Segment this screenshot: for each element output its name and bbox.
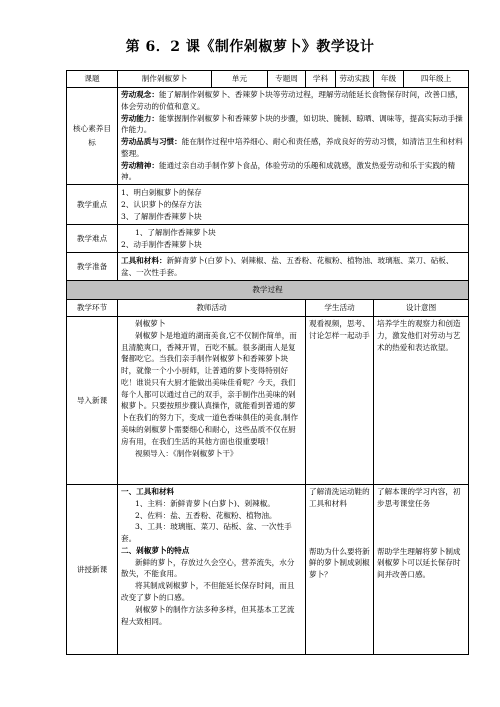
intro-stage: 导入新课: [67, 317, 118, 485]
design-intent: 帮助学生理解将萝卜制成剁椒萝卜可以延长保存时间并改善口感。: [377, 546, 461, 580]
difficult-point-item: 1、了解制作香辣萝卜块: [135, 227, 216, 237]
core-item: 劳动观念：能了解制作剁椒萝卜、香辣萝卜块等劳动过程，理解劳动能延长食物保存时间，改善口感，体会劳动的价值和意义。: [121, 90, 463, 111]
material-item: 2、佐料：盐、五香粉、花椒粉、植物油。: [135, 510, 277, 520]
process-header: 教学过程: [67, 281, 469, 300]
intro-student: 观看视频，思考、讨论怎样一起动手: [306, 317, 374, 485]
difficult-point-item: 2、动手制作香辣萝卜块: [121, 239, 202, 249]
material-item: 3、工具：玻璃瓶、菜刀、砧板、盆、一次性手套。: [121, 522, 292, 544]
core-content: [118, 88, 469, 185]
feature-paragraph: 新鲜的萝卜，存放过久会空心，营养流失，水分散失，不能食用。: [121, 557, 295, 579]
unit-value: 专题周: [268, 71, 306, 88]
new-lesson-student: [306, 485, 374, 655]
preparation-label: 教学准备: [67, 253, 118, 281]
topic-value: 制作剁椒萝卜: [118, 71, 212, 88]
key-points-row: [67, 185, 469, 225]
subject-label: 学科: [306, 71, 336, 88]
difficult-points-row: [67, 225, 469, 253]
feature-paragraph: 剁椒萝卜的制作方法多种多样，但其基本工艺流程大致相同。: [121, 604, 295, 626]
intro-intent: 培养学生的观察力和创造力，激发他们对劳动与艺术的热爱和表达欲望。: [374, 317, 469, 485]
col-intent: 设计意图: [374, 300, 469, 317]
process-header-row: [67, 281, 469, 300]
design-intent: 了解本课的学习内容，初步思考课堂任务: [377, 487, 461, 508]
col-teacher: 教师活动: [118, 300, 306, 317]
info-row: [67, 71, 469, 88]
new-lesson-intent: [374, 485, 469, 655]
page-title: 第 6．2 课《制作剁椒萝卜》教学设计: [125, 39, 375, 55]
preparation-content: 工具和材料：新鲜青萝卜(白萝卜)、剁辣椒、盐、五香粉、花椒粉、植物油、玻璃瓶、菜刀、砧板、盆、一次性手套。: [118, 253, 469, 281]
student-activity: 了解清洗运动鞋的工具和材料: [309, 487, 370, 508]
section-heading: 二、剁椒萝卜的特点: [121, 545, 190, 555]
difficult-points-content: [118, 225, 469, 253]
core-item: 劳动能力：能掌握制作剁椒萝卜和香辣萝卜块的步骤，如切块、腌制、晾晒、调味等，提高实际动手操作能力。: [121, 113, 463, 135]
new-lesson-stage: 讲授新课: [67, 485, 118, 655]
core-item: 劳动品质与习惯：能在制作过程中培养细心、耐心和责任感，养成良好的劳动习惯，如清洁卫生和材料整理。: [121, 137, 463, 158]
section-heading: 一、工具和材料: [121, 487, 175, 497]
column-header-row: [67, 300, 469, 317]
core-row: [67, 88, 469, 185]
intro-heading: 剁椒萝卜: [135, 319, 166, 329]
feature-paragraph: 将其制成剁椒萝卜，不但能延长保存时间，而且改变了萝卜的口感。: [121, 581, 295, 603]
key-point-item: 2、认识萝卜的保存方法: [121, 199, 202, 209]
new-lesson-teacher: [118, 485, 306, 655]
new-lesson-row: [67, 485, 469, 655]
material-item: 1、主料：新鲜青萝卜(白萝卜)、剁辣椒。: [135, 498, 275, 508]
topic-label: 课题: [67, 71, 118, 88]
grade-label: 年级: [374, 71, 404, 88]
core-item: 劳动精神：能通过亲自动手制作萝卜食品，体验劳动的乐趣和成就感，激发热爱劳动和乐于实践的精神。: [121, 160, 456, 182]
lesson-plan-table: [66, 70, 469, 655]
unit-label: 单元: [212, 71, 268, 88]
key-points-label: 教学重点: [67, 185, 118, 225]
intro-video: 视频导入：《制作剁椒萝卜干》: [135, 448, 238, 458]
key-point-item: 3、了解制作香辣萝卜块: [121, 211, 202, 221]
col-student: 学生活动: [306, 300, 374, 317]
intro-row: [67, 317, 469, 485]
student-activity: 帮助为什么要将新鲜的萝卜制成剁椒萝卜？: [309, 546, 370, 580]
key-point-item: 1、明白剁椒萝卜的保存: [121, 187, 202, 197]
subject-value: 劳动实践: [336, 71, 374, 88]
intro-paragraph: 剁椒萝卜是地道的湖南美食,它不仅制作简单，而且清脆爽口，香辣开胃，百吃不腻。很多湖南人是复餐都吃它。当我们亲手制作剁椒萝卜和香辣萝卜块时，就像一个小小厨师，让普通的萝卜变得特别好吃！谁说只有大厨才能做出美味佳肴呢？今天，我们每个人都可以通过自己的双手，亲手制作出美味的剁椒萝卜。只要按照步骤认真操作，就能看到普通的萝卜在我们的努力下，变成一道色香味俱佳的美食,制作美味的剁椒萝卜需要细心和耐心，这些品质不仅在厨房有用，在我们生活的其他方面也很重要哦！: [121, 330, 299, 446]
difficult-points-label: 教学难点: [67, 225, 118, 253]
intro-teacher: [118, 317, 306, 485]
grade-value: 四年级上: [404, 71, 469, 88]
core-label: 核心素养目标: [67, 88, 118, 185]
key-points-content: [118, 185, 469, 225]
col-stage: 教学环节: [67, 300, 118, 317]
preparation-row: [67, 253, 469, 281]
